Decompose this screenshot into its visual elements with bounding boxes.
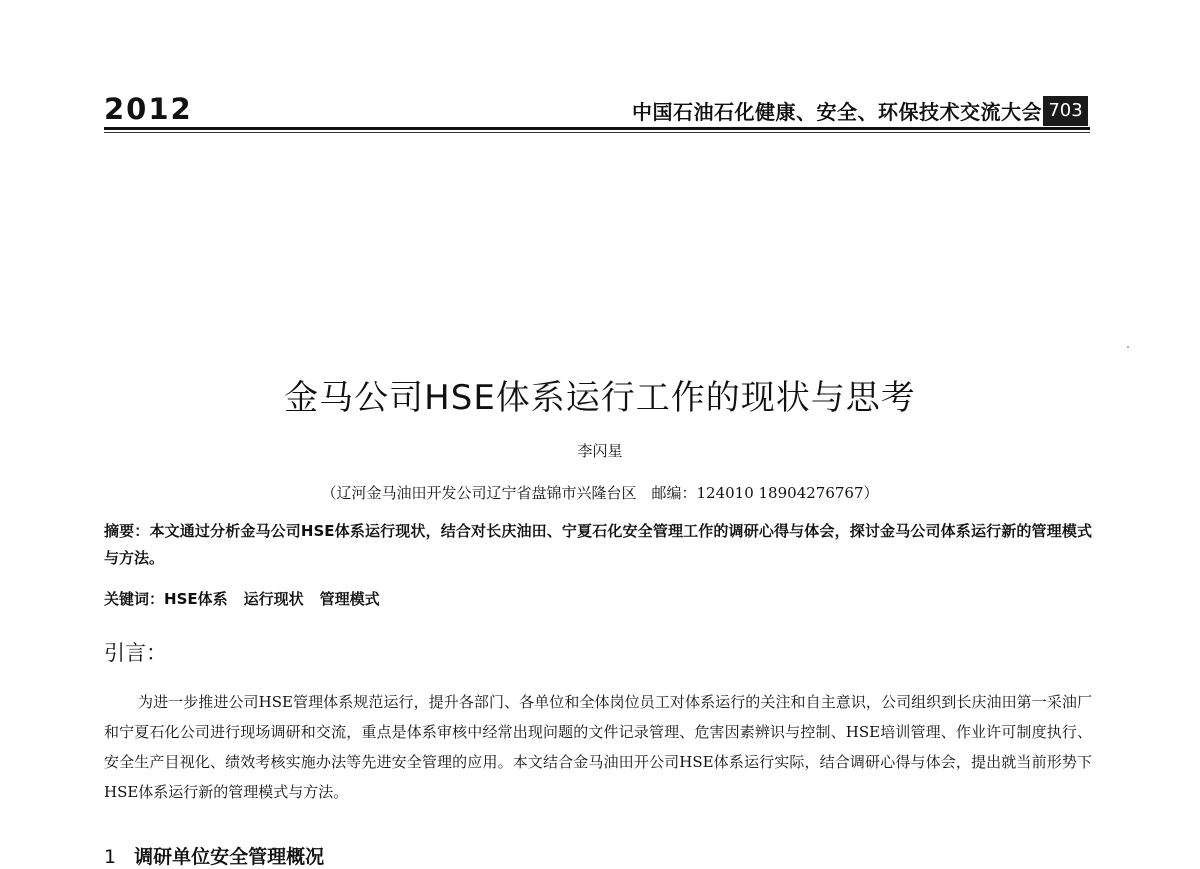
header-rule-thick <box>104 127 1090 130</box>
header-rule-thin <box>104 132 1090 133</box>
paper-title: 金马公司HSE体系运行工作的现状与思考 <box>284 378 916 418</box>
abstract: 摘要：本文通过分析金马公司HSE体系运行现状，结合对长庆油田、宁夏石化安全管理工作的调研心得与体会，探讨金马公司体系运行新的管理模式与方法。 <box>104 522 1092 567</box>
keyword-item: 管理模式 <box>319 590 380 608</box>
author-name: 李闪星 <box>577 442 623 460</box>
section-number: 1 <box>104 846 117 868</box>
keywords-line <box>104 587 1092 611</box>
scan-speck <box>1127 346 1129 348</box>
intro-paragraph: 为进一步推进公司HSE管理体系规范运行，提升各部门、各单位和全体岗位员工对体系运行的关注和自主意识，公司组织到长庆油田第一采油厂和宁夏石化公司进行现场调研和交流，重点是体系审核中经常出现问题的文件记录管理、危害因素辨识与控制、HSE培训管理、作业许可制度执行、安全生产目视化、绩效考核实施办法等先进安全管理的应用。本文结合金马油田开公司HSE体系运行实际，结合调研心得与体会，提出就当前形势下HSE体系运行新的管理模式与方法。 <box>104 693 1092 801</box>
header-conference-title: 中国石油石化健康、安全、环保技术交流大会 <box>632 100 1042 124</box>
keyword-item: 运行现状 <box>243 590 304 608</box>
keyword-item: HSE体系 <box>164 590 228 608</box>
author-affiliation: （辽河金马油田开发公司辽宁省盘锦市兴隆台区 邮编：124010 18904276767） <box>321 484 879 502</box>
header-page-number: 703 <box>1043 96 1088 126</box>
header-year: 2012 <box>104 92 193 126</box>
section-heading <box>104 842 324 869</box>
intro-heading: 引言： <box>104 641 167 665</box>
keywords-label: 关键词： <box>104 590 165 608</box>
section-title: 调研单位安全管理概况 <box>134 846 325 868</box>
